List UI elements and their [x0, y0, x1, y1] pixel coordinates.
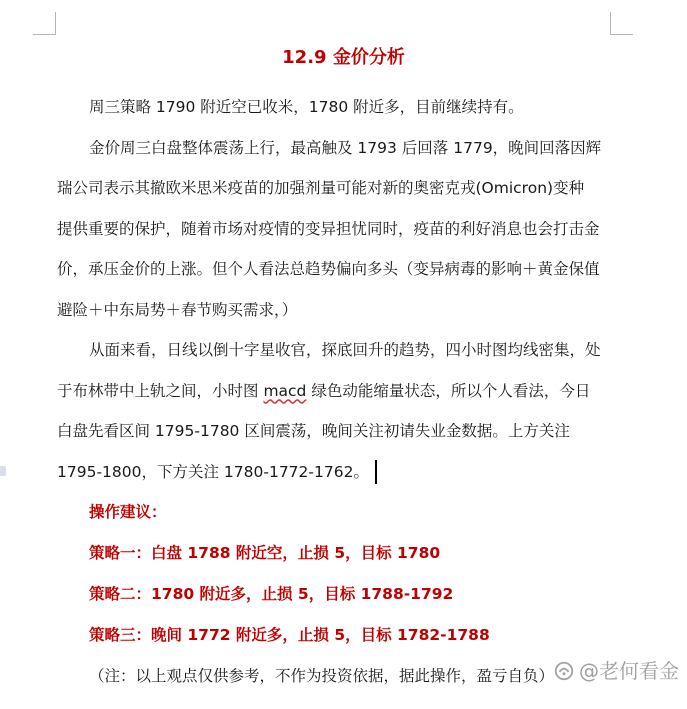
text-line: 价，承压金价的上涨。但个人看法总趋势偏向多头（变异病毒的影响＋黄金保值	[57, 260, 600, 278]
text-line: 避险＋中东局势＋春节购买需求，）	[57, 300, 298, 319]
disclaimer-note: （注：以上观点仅供参考，不作为投资依据，据此操作，盈亏自负）	[89, 667, 555, 685]
strategy-two: 策略二：1780 附近多，止损 5，目标 1788-1792	[89, 585, 454, 603]
advice-heading: 操作建议：	[89, 503, 167, 521]
text-line: 1795-1800，下方关注 1780-1772-1762。	[57, 452, 612, 493]
document-title: 12.9 金价分析	[282, 47, 405, 68]
spellcheck-flagged-word[interactable]: macd	[263, 381, 307, 400]
watermark	[553, 659, 679, 683]
text-line: 提供重要的保护，随着市场对疫情的变异担忧同时，疫苗的利好消息也会打击金	[57, 219, 600, 238]
text-line: 于布林带中上轨之间，小时图 macd 绿色动能缩量状态，所以个人看法，今日	[57, 381, 591, 400]
strategy-one: 策略一：白盘 1788 附近空，止损 5，目标 1780	[89, 544, 441, 562]
margin-handle[interactable]	[0, 466, 6, 476]
watermark-text: @老何看金	[579, 659, 679, 683]
crop-mark	[610, 12, 611, 34]
paragraph-market-review	[57, 128, 612, 331]
text-line: 金价周三白盘整体震荡上行，最高触及 1793 后回落 1779，晚间回落因辉	[89, 138, 602, 157]
crop-mark	[610, 34, 633, 35]
strategy-three: 策略三：晚间 1772 附近多，止损 5，目标 1782-1788	[89, 626, 490, 644]
text-line: 从面来看，日线以倒十字星收官，探底回升的趋势，四小时图均线密集，处	[89, 341, 601, 359]
crop-mark	[55, 12, 56, 34]
paragraph-strategy-status: 周三策略 1790 附近空已收米，1780 附近多，目前继续持有。	[89, 98, 524, 116]
watermark-logo-icon	[553, 660, 575, 682]
crop-mark	[33, 34, 56, 35]
text-cursor	[375, 460, 377, 484]
text-line: 瑞公司表示其撤欧米思米疫苗的加强剂量可能对新的奥密克戎(Omicron)变种	[57, 179, 585, 197]
paragraph-technical-analysis	[57, 330, 612, 492]
document-body[interactable]	[57, 87, 612, 696]
advice-section	[57, 492, 612, 696]
text-line: 白盘先看区间 1795-1780 区间震荡，晚间关注初请失业金数据。上方关注	[57, 422, 570, 440]
